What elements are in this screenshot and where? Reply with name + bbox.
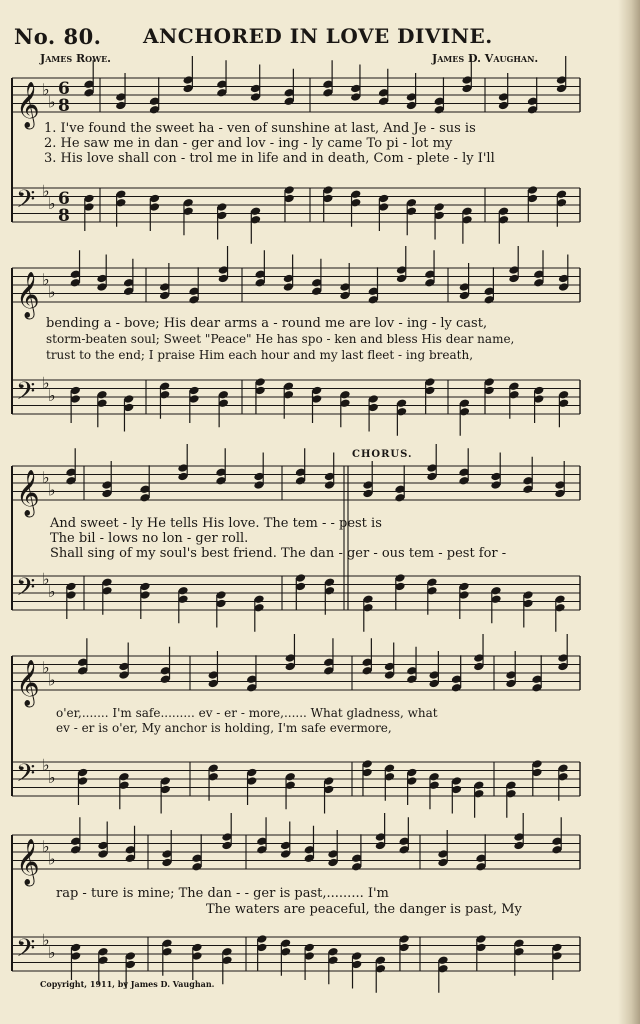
lyric-line: rap - ture is mine; The dan - - ger is past,......... I'm	[56, 886, 389, 901]
flat-icon: ♭	[48, 670, 56, 690]
flat-icon: ♭	[48, 386, 56, 405]
bass-clef-icon: 𝄢	[16, 934, 36, 969]
flat-icon: ♭	[48, 282, 56, 302]
time-signature-top: 6	[58, 79, 70, 99]
hymn-number: No. 80.	[14, 24, 102, 49]
flat-icon: ♭	[42, 79, 50, 99]
lyric-line: 2. He saw me in dan - ger and lov - ing - ly came To pi - lot my	[44, 136, 453, 151]
composer-credit: James D. Vaughan.	[432, 52, 539, 65]
lyric-line: And sweet - ly He tells His love. The tem - - pest is	[50, 516, 382, 531]
lyric-line: 3. His love shall con - trol me in life and in death, Com - plete - ly I'll	[44, 151, 495, 166]
flat-icon: ♭	[42, 269, 50, 289]
flat-icon: ♭	[48, 943, 56, 962]
flat-icon: ♭	[48, 849, 56, 869]
treble-clef-icon: 𝄞	[16, 470, 40, 516]
flat-icon: ♭	[42, 755, 50, 775]
flat-icon: ♭	[48, 480, 56, 500]
lyric-line: 1. I've found the sweet ha - ven of sunshine at last, And Je - sus is	[44, 121, 476, 136]
bass-clef-icon: 𝄢	[16, 759, 36, 794]
flat-icon: ♭	[42, 657, 50, 677]
hymn-title: ANCHORED IN LOVE DIVINE.	[143, 24, 493, 48]
time-signature-bottom: 8	[58, 96, 70, 116]
flat-icon: ♭	[42, 181, 50, 201]
flat-icon: ♭	[42, 836, 50, 856]
treble-clef-icon: 𝄞	[16, 660, 40, 706]
time-signature-bottom: 8	[58, 206, 70, 226]
lyric-line: bending a - bove; His dear arms a - round me are lov - ing - ly cast,	[46, 316, 488, 331]
bass-clef-icon: 𝄢	[16, 573, 36, 608]
treble-clef-icon: 𝄞	[16, 839, 40, 885]
bass-clef-icon: 𝄢	[16, 377, 36, 412]
treble-clef-icon: 𝄞	[16, 272, 40, 318]
copyright-notice: Copyright, 1911, by James D. Vaughan.	[40, 979, 215, 989]
lyric-line: The bil - lows no lon - ger roll.	[50, 531, 249, 546]
flat-icon: ♭	[42, 930, 50, 950]
lyric-line: storm-beaten soul; Sweet "Peace" He has spo - ken and bless His dear name,	[46, 332, 515, 346]
flat-icon: ♭	[42, 467, 50, 487]
lyric-line: The waters are peaceful, the danger is past, My	[206, 902, 522, 917]
chorus-label: CHORUS.	[352, 449, 413, 460]
flat-icon: ♭	[42, 373, 50, 393]
flat-icon: ♭	[48, 582, 56, 601]
flat-icon: ♭	[48, 194, 56, 213]
lyric-line: trust to the end; I praise Him each hour and my last fleet - ing breath,	[46, 348, 474, 362]
lyric-line: o'er,....... I'm safe......... ev - er - more,...... What gladness, what	[56, 706, 438, 720]
time-signature-top: 6	[58, 189, 70, 209]
flat-icon: ♭	[48, 92, 56, 112]
lyric-line: Shall sing of my soul's best friend. The dan - ger - ous tem - pest for -	[50, 546, 507, 561]
bass-clef-icon: 𝄢	[16, 185, 36, 220]
lyricist-credit: James Rowe.	[40, 52, 111, 65]
flat-icon: ♭	[42, 569, 50, 589]
treble-clef-icon: 𝄞	[16, 82, 40, 128]
lyric-line: ev - er is o'er, My anchor is holding, I'm safe evermore,	[56, 721, 392, 735]
flat-icon: ♭	[48, 768, 56, 787]
